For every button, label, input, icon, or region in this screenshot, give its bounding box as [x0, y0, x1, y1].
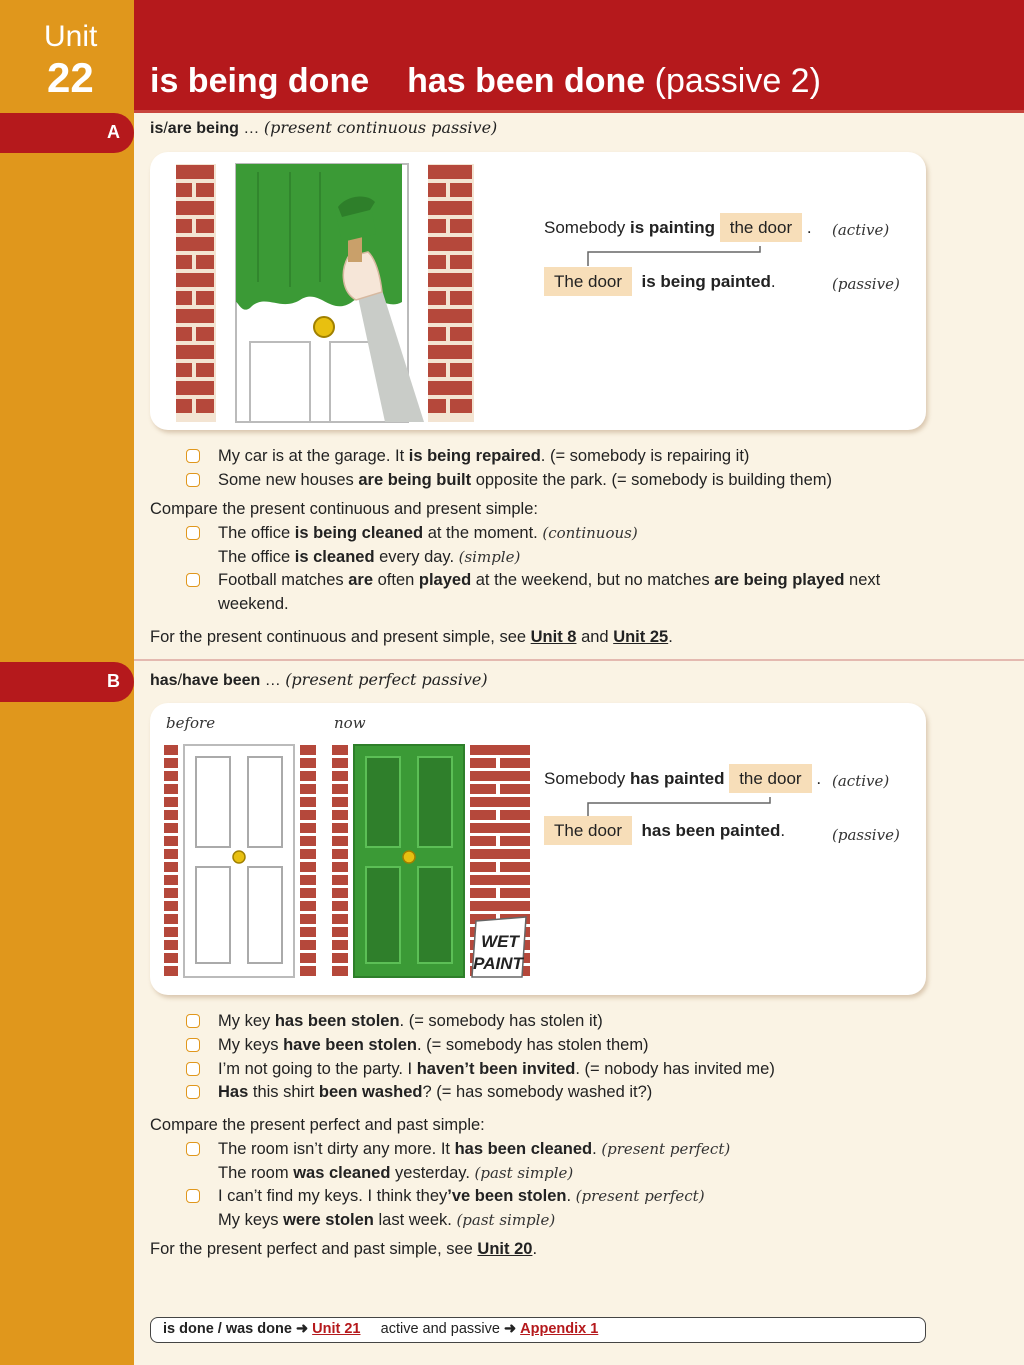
- heading-a-slash: /: [163, 120, 168, 137]
- b-ex2-post: . (= somebody has stolen them): [416, 1036, 649, 1054]
- a-ex2-post: opposite the park. (= somebody is building them): [471, 471, 833, 489]
- b-ex2-bold: have been stolen: [283, 1036, 417, 1054]
- a-c2-label: (simple): [458, 548, 521, 566]
- b-active-pre: Somebody: [544, 769, 630, 788]
- b-ex3-post: . (= nobody has invited me): [575, 1060, 775, 1078]
- footer-item1: is done / was done: [163, 1321, 292, 1337]
- footer-crossref-box: [150, 1317, 926, 1343]
- b-example-1: [218, 1009, 603, 1033]
- a-compare-intro: Compare the present continuous and present simple:: [150, 500, 538, 518]
- appendix-1-link[interactable]: Appendix 1: [520, 1321, 599, 1337]
- a-example-2: [218, 468, 832, 492]
- b-c1-pre: The room isn’t dirty any more. It: [218, 1140, 455, 1158]
- b-passive-subject: The door: [544, 816, 632, 845]
- a-compare-line-3: [218, 568, 880, 592]
- b-see-pre: For the present perfect and past simple, see: [150, 1240, 478, 1258]
- b-ex1-post: . (= somebody has stolen it): [399, 1012, 603, 1030]
- a-see-and: and: [576, 628, 614, 646]
- b-c4-bold: were stolen: [283, 1211, 374, 1229]
- b-compare-line-2: [218, 1161, 573, 1185]
- section-b-tab: B: [0, 662, 134, 702]
- unit-25-link[interactable]: Unit 25: [613, 628, 669, 646]
- a-passive-subject: The door: [544, 267, 632, 296]
- b-passive-verb: has been painted: [641, 821, 781, 840]
- a-passive-label-text: (passive): [832, 275, 900, 293]
- b-compare-line-1: [218, 1137, 730, 1161]
- a-active-dot: .: [806, 218, 812, 237]
- a-passive-verb: is being painted: [641, 272, 771, 291]
- a-c3-m1: often: [373, 571, 419, 589]
- a-ex2-bold: are being built: [358, 471, 472, 489]
- a-see-also: [150, 625, 673, 649]
- heading-a-dots: …: [238, 120, 264, 137]
- wet-paint-line1: WET: [481, 932, 519, 951]
- b-c2-label: (past simple): [474, 1164, 574, 1182]
- heading-b-dots: …: [260, 672, 286, 689]
- a-active-label: [832, 220, 889, 240]
- heading-b-bold1: has: [150, 672, 178, 689]
- wet-paint-line2: PAINT: [473, 954, 523, 973]
- footer-item2: active and passive: [380, 1321, 500, 1337]
- a-c2-bold: is cleaned: [294, 548, 375, 566]
- b-c1-post: .: [592, 1140, 602, 1158]
- a-c3-m2: at the weekend, but no matches: [471, 571, 715, 589]
- before-after-illustration: [160, 743, 540, 983]
- b-c2-pre: The room: [218, 1164, 294, 1182]
- a-compare-line-4: weekend.: [218, 595, 289, 613]
- b-ex3-bold: haven’t been invited: [416, 1060, 576, 1078]
- unit-21-link[interactable]: Unit 21: [312, 1321, 361, 1337]
- unit-20-link[interactable]: Unit 20: [477, 1240, 533, 1258]
- b-ex1-pre: My key: [218, 1012, 275, 1030]
- b-passive-sentence: [544, 821, 785, 841]
- b-example-4: [218, 1080, 652, 1104]
- heading-a-italic: (present continuous passive): [263, 118, 498, 137]
- a-active-verb: is painting: [630, 218, 715, 237]
- a-ex1-pre: My car is at the garage. It: [218, 447, 409, 465]
- b-example-2: [218, 1033, 649, 1057]
- a-ex1-post: . (= somebody is repairing it): [540, 447, 750, 465]
- heading-b-slash: /: [177, 672, 183, 689]
- a-c1-bold: is being cleaned: [294, 524, 424, 542]
- bullet: [186, 473, 200, 487]
- a-c3-b3: are being played: [714, 571, 845, 589]
- a-active-pre: Somebody: [544, 218, 630, 237]
- now-label: [334, 713, 366, 733]
- bullet: [186, 1062, 200, 1076]
- a-passive-dot: .: [770, 272, 776, 291]
- a-ex2-pre: Some new houses: [218, 471, 359, 489]
- b-see-end: .: [532, 1240, 538, 1258]
- b-ex1-bold: has been stolen: [274, 1012, 400, 1030]
- unit-label: Unit: [44, 20, 98, 53]
- b-passive-label: [832, 825, 900, 845]
- title-part2: has been done: [407, 62, 646, 100]
- b-ex2-pre: My keys: [218, 1036, 284, 1054]
- a-compare-line-1: [218, 521, 638, 545]
- bullet: [186, 1142, 200, 1156]
- a-passive-label: [832, 274, 900, 294]
- a-c2-post: every day.: [374, 548, 459, 566]
- b-ex4-m1: this shirt: [248, 1083, 319, 1101]
- before-label: [166, 713, 215, 733]
- a-active-sentence: [544, 218, 812, 238]
- before-label-text: before: [166, 714, 216, 732]
- a-c1-label: (continuous): [542, 524, 638, 542]
- section-a-tab: A: [0, 113, 134, 153]
- b-ex4-b2: been washed: [318, 1083, 423, 1101]
- unit-8-link[interactable]: Unit 8: [530, 628, 577, 646]
- section-b-panel: [150, 703, 926, 995]
- b-compare-line-4: [218, 1208, 555, 1232]
- heading-b-italic: (present perfect passive): [285, 670, 488, 689]
- b-active-verb: has painted: [630, 769, 725, 788]
- b-c3-bold: ’ve been stolen: [447, 1187, 567, 1205]
- b-passive-label-text: (passive): [832, 826, 900, 844]
- section-b-divider: [134, 659, 1024, 661]
- b-c3-label: (present perfect): [575, 1187, 705, 1205]
- a-ex1-bold: is being repaired: [408, 447, 541, 465]
- heading-a-bold1: is: [150, 120, 164, 137]
- a-example-1: [218, 444, 749, 468]
- a-bracket-line: [580, 244, 810, 268]
- b-c1-bold: has been cleaned: [454, 1140, 593, 1158]
- b-example-3: [218, 1057, 775, 1081]
- a-c3-m3: next: [844, 571, 881, 589]
- now-label-text: now: [334, 714, 366, 732]
- bullet: [186, 573, 200, 587]
- a-c3-b2: played: [418, 571, 472, 589]
- b-c3-post: .: [566, 1187, 576, 1205]
- bullet: [186, 449, 200, 463]
- b-see-also: [150, 1237, 537, 1261]
- before-door-scene: [164, 745, 316, 977]
- brick-wall-left: [176, 164, 216, 422]
- b-ex3-pre: I’m not going to the party. I: [218, 1060, 417, 1078]
- bullet: [186, 1189, 200, 1203]
- bullet: [186, 526, 200, 540]
- b-compare-intro: Compare the present perfect and past simple:: [150, 1116, 485, 1134]
- a-c1-pre: The office: [218, 524, 295, 542]
- a-see-end: .: [668, 628, 673, 646]
- a-passive-sentence: [544, 272, 776, 292]
- a-c3-pre: Football matches: [218, 571, 349, 589]
- after-door-scene: [332, 745, 530, 977]
- b-active-label-text: (active): [832, 772, 890, 790]
- b-ex4-b1: Has: [218, 1083, 249, 1101]
- title-part1: is being done: [150, 62, 370, 100]
- b-ex4-post: ? (= has somebody washed it?): [422, 1083, 653, 1101]
- b-c4-label: (past simple): [456, 1211, 556, 1229]
- heading-a-bold2: are being: [167, 120, 239, 137]
- a-c1-post: at the moment.: [423, 524, 543, 542]
- a-compare-line-2: [218, 545, 520, 569]
- page-title: [150, 62, 821, 101]
- section-a-heading: [150, 118, 497, 138]
- painting-door-illustration: [170, 162, 500, 430]
- unit-number: 22: [47, 54, 94, 101]
- b-compare-line-3: [218, 1184, 705, 1208]
- section-a-panel: [150, 152, 926, 430]
- arrow-right-icon: ➜: [503, 1321, 517, 1337]
- b-c1-label: (present perfect): [601, 1140, 731, 1158]
- bullet: [186, 1038, 200, 1052]
- title-part3: (passive 2): [645, 62, 821, 100]
- a-c2-pre: The office: [218, 548, 295, 566]
- b-c2-bold: was cleaned: [293, 1164, 391, 1182]
- b-active-label: [832, 771, 889, 791]
- section-b-heading: [150, 670, 488, 690]
- b-c4-pre: My keys: [218, 1211, 284, 1229]
- b-active-sentence: [544, 769, 821, 789]
- heading-b-bold2: have been: [182, 672, 261, 689]
- brick-wall-right: [428, 164, 474, 422]
- bullet: [186, 1085, 200, 1099]
- header-stripe: [134, 110, 1024, 113]
- b-active-dot: .: [816, 769, 822, 788]
- bullet: [186, 1014, 200, 1028]
- a-active-label-text: (active): [832, 221, 890, 239]
- b-active-object: the door: [729, 764, 811, 793]
- a-c3-b1: are: [348, 571, 374, 589]
- b-c3-pre: I can’t find my keys. I think they: [218, 1187, 448, 1205]
- b-passive-dot: .: [780, 821, 786, 840]
- a-active-object: the door: [720, 213, 802, 242]
- b-c2-post: yesterday.: [390, 1164, 475, 1182]
- b-c4-post: last week.: [373, 1211, 457, 1229]
- arrow-right-icon: ➜: [295, 1321, 309, 1337]
- a-see-pre: For the present continuous and present simple, see: [150, 628, 531, 646]
